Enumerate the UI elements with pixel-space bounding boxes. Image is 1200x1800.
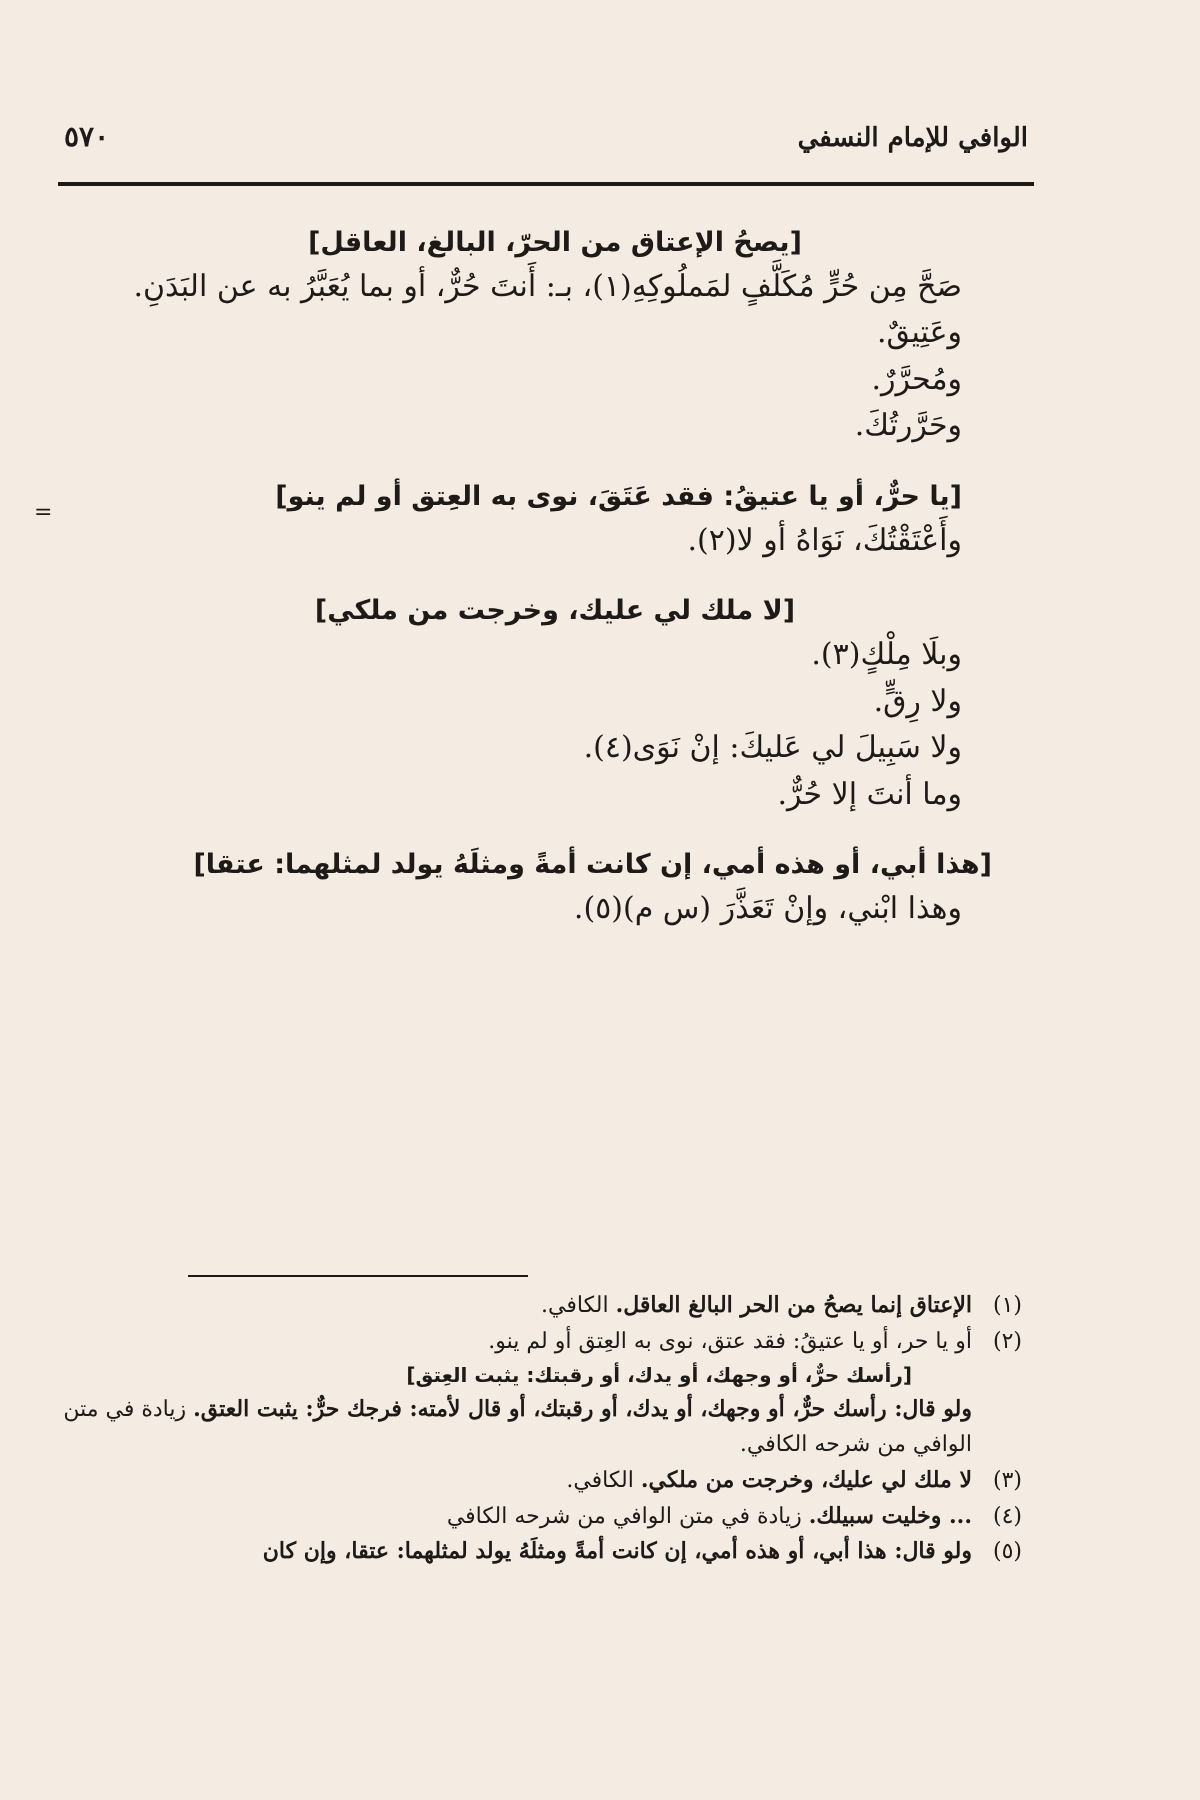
text-line: ولا سَبِيلَ لي عَليكَ: إنْ نَوَى(٤). (583, 730, 962, 766)
continuation-mark: = (34, 500, 53, 525)
footnote (58, 1534, 1022, 1570)
text-line: وحَرَّرتُكَ. (854, 408, 962, 444)
paragraph-gap (68, 818, 962, 844)
text-line: ولا رِقٍّ. (873, 683, 962, 719)
footnote (58, 1499, 1022, 1535)
paragraph-gap (68, 564, 962, 590)
footnote-source: أو يا حر، أو يا عتيقُ: فقد عتق، نوى به العِتق أو لم ينو. (488, 1328, 972, 1354)
footnote-source: الكافي. (541, 1293, 616, 1318)
footnote-number: (٣) (992, 1467, 1022, 1493)
footnote-text (58, 1324, 972, 1360)
footnote-number: (٤) (992, 1503, 1022, 1529)
footnote-bold: ... وخليت سبيلك. (808, 1502, 972, 1529)
footnote-bold: لا ملك لي عليك، وخرجت من ملكي. (640, 1466, 972, 1493)
text-line: صَحَّ مِن حُرٍّ مُكَلَّفٍ لمَملُوكِهِ(١)، بـ: أَنتَ حُرٌّ، أو بما يُعَبَّرُ به عن البَدَنِ. (133, 268, 962, 304)
footnotes (58, 1288, 1034, 1570)
footnote-text (58, 1288, 972, 1324)
footnote-number: (٢) (992, 1328, 1022, 1354)
footnote-bold: الإعتاق إنما يصحُ من الحر البالغ العاقل. (615, 1292, 972, 1318)
footnote-source: الكافي. (566, 1467, 641, 1493)
text-line: وعَتِيقٌ. (876, 315, 962, 351)
paragraph-gap (68, 450, 962, 476)
footnote-text (58, 1463, 972, 1499)
main-text (58, 186, 1034, 932)
footnote-subheading: [رأسك حرٌّ، أو وجهك، أو يدك، أو رقبتك: يثبت العِتق] (406, 1363, 912, 1388)
section-heading: [يا حرٌّ، أو يا عتيقُ: فقد عَتَقَ، نوى به العِتق أو لم ينو] (275, 480, 962, 512)
footnote-continuation (58, 1392, 972, 1463)
footnote-bold: ولو قال: هذا أبي، أو هذه أمي، إن كانت أمةً ومثلَهُ يولد لمثلهما: عتقا، وإن كان (262, 1538, 972, 1565)
text-line: ومُحرَّرٌ. (871, 361, 962, 397)
text-line: وهذا ابْني، وإنْ تَعَذَّرَ (س م)(٥). (573, 890, 962, 926)
footnote-number: (١) (992, 1293, 1022, 1318)
footnote-continuation-source: زيادة في متن الوافي من شرحه الكافي. (63, 1396, 972, 1458)
footnote-rule (188, 1275, 528, 1277)
footnote-text (58, 1499, 972, 1535)
footnote (58, 1324, 1022, 1360)
footnote (58, 1288, 1022, 1324)
book-title: الوافي للإمام النسفي (797, 123, 1028, 153)
page-number: ٥٧٠ (64, 120, 110, 153)
text-line: وما أنتَ إلا حُرٌّ. (777, 776, 962, 812)
text-line: وبلَا مِلْكٍ(٣). (811, 637, 962, 673)
text-line: وأَعْتَقْتُكَ، نَوَاهُ أو لا(٢). (687, 522, 962, 558)
running-header (58, 120, 1034, 178)
page-content (34, 120, 1034, 1760)
footnote-continuation-bold: ولو قال: رأسك حرٌّ، أو وجهك، أو يدك، أو رقبتك، أو قال لأمته: فرجك حرٌّ: يثبت العتق. (193, 1395, 972, 1422)
footnote-text (58, 1534, 972, 1570)
section-heading: [يصحُ الإعتاق من الحرّ، البالغ، العاقل] (308, 227, 802, 258)
footnote (58, 1463, 1022, 1499)
section-heading: [هذا أبي، أو هذه أمي، إن كانت أمةً ومثلَهُ يولد لمثلهما: عتقا] (193, 849, 992, 881)
footnote-source: زيادة في متن الوافي من شرحه الكافي (446, 1503, 809, 1529)
footnote-number: (٥) (992, 1539, 1022, 1565)
section-heading: [لا ملك لي عليك، وخرجت من ملكي] (314, 595, 796, 627)
